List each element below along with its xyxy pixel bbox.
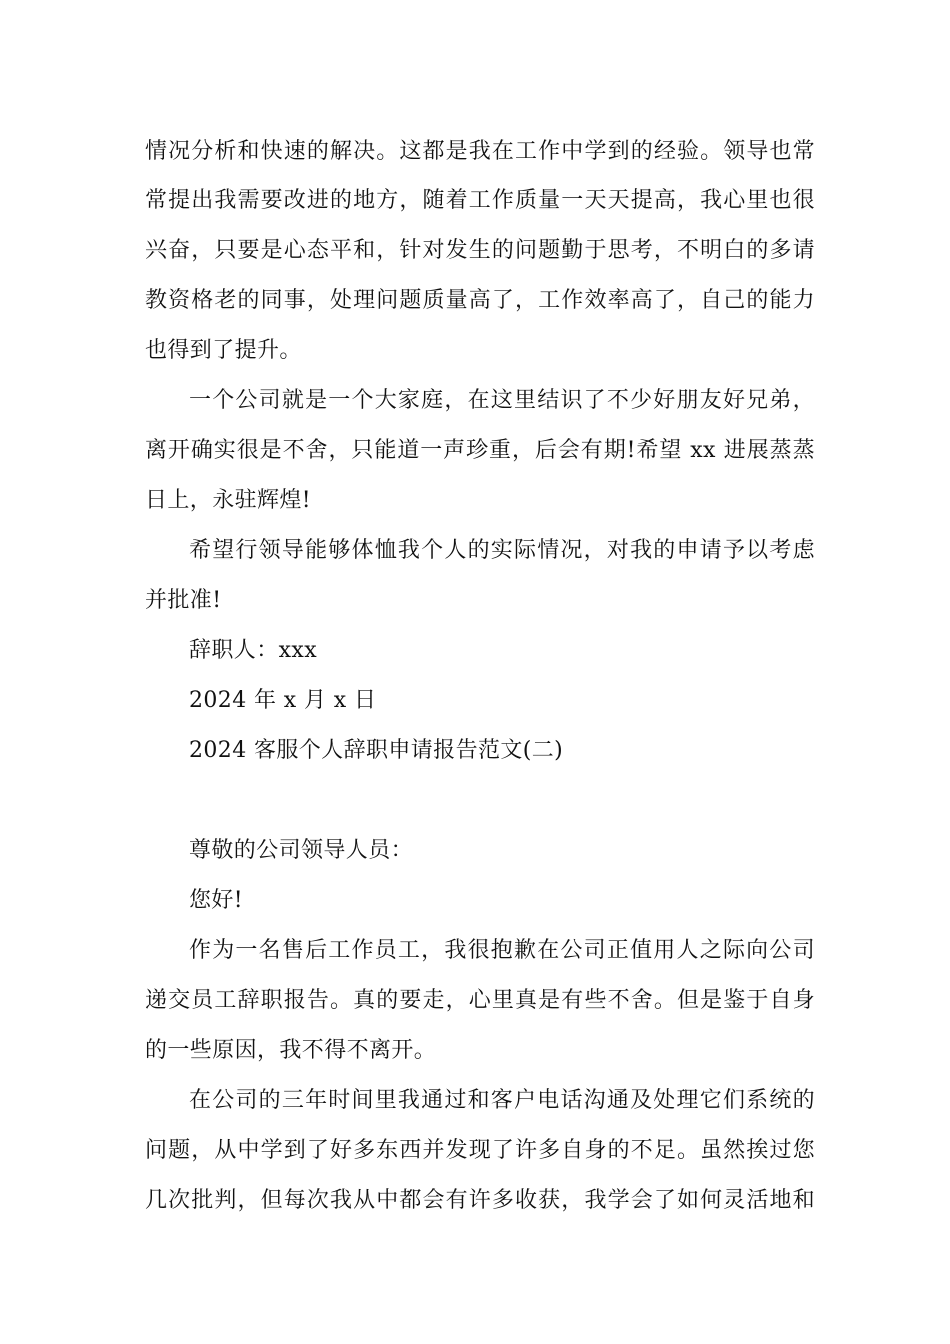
paragraph-line: 几次批判，但每次我从中都会有许多收获，我学会了如何灵活地和 — [145, 1188, 815, 1213]
section-title: 2024 客服个人辞职申请报告范文(二) — [189, 738, 564, 763]
paragraph-line: 常提出我需要改进的地方，随着工作质量一天天提高，我心里也很 — [145, 188, 815, 213]
signature-line: 辞职人：xxx — [189, 638, 318, 663]
paragraph-line: 也得到了提升。 — [145, 338, 302, 363]
paragraph-line: 日上，永驻辉煌! — [145, 488, 312, 513]
paragraph-line: 递交员工辞职报告。真的要走，心里真是有些不舍。但是鉴于自身 — [145, 988, 815, 1013]
greeting-line: 您好! — [189, 888, 244, 913]
paragraph-line: 情况分析和快速的解决。这都是我在工作中学到的经验。领导也常 — [145, 139, 815, 164]
paragraph-line: 在公司的三年时间里我通过和客户电话沟通及处理它们系统的 — [189, 1088, 815, 1113]
paragraph-line: 离开确实很是不舍，只能道一声珍重，后会有期!希望 xx 进展蒸蒸 — [145, 438, 815, 463]
paragraph-line: 作为一名售后工作员工，我很抱歉在公司正值用人之际向公司 — [189, 938, 815, 963]
paragraph-line: 问题，从中学到了好多东西并发现了许多自身的不足。虽然挨过您 — [145, 1138, 815, 1163]
paragraph-line: 一个公司就是一个大家庭，在这里结识了不少好朋友好兄弟， — [189, 388, 815, 413]
paragraph-line: 教资格老的同事，处理问题质量高了，工作效率高了，自己的能力 — [145, 288, 815, 313]
paragraph-line: 希望行领导能够体恤我个人的实际情况，对我的申请予以考虑 — [189, 538, 815, 563]
date-line: 2024 年 x 月 x 日 — [189, 688, 377, 713]
paragraph-line: 的一些原因，我不得不离开。 — [145, 1038, 437, 1063]
paragraph-line: 并批准! — [145, 588, 222, 613]
salutation-line: 尊敬的公司领导人员： — [189, 838, 414, 863]
paragraph-line: 兴奋，只要是心态平和，针对发生的问题勤于思考，不明白的多请 — [145, 238, 815, 263]
